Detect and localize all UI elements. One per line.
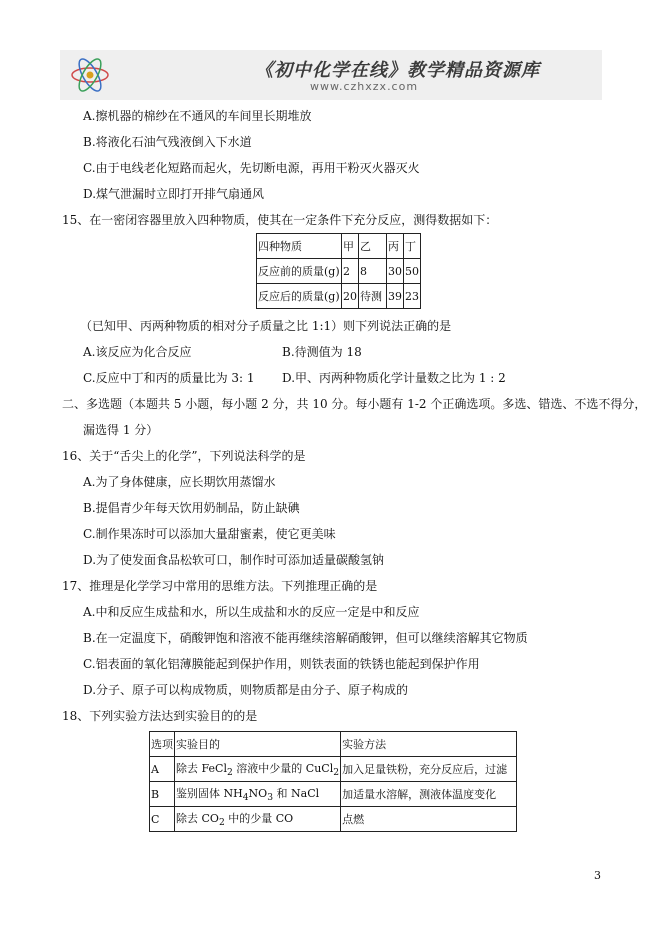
banner-url: www.czhxzx.com: [310, 80, 419, 93]
table-cell: 丙: [387, 234, 404, 259]
cell-text: 溶液中少量的 CuCl: [232, 761, 334, 775]
table-row: [150, 782, 517, 807]
subscript: 4: [242, 792, 249, 804]
table-cell: 实验目的: [175, 732, 341, 757]
q14-option-b: B.将液化石油气残液倒入下水道: [83, 135, 252, 149]
q17-option-c: C.铝表面的氧化铝薄膜能起到保护作用，则铁表面的铁锈也能起到保护作用: [83, 657, 480, 671]
table-cell: [175, 807, 341, 832]
table-row: [257, 234, 421, 259]
q17-option-b: B.在一定温度下，硝酸钾饱和溶液不能再继续溶解硝酸钾，但可以继续溶解其它物质: [83, 631, 528, 645]
table-cell: 选项: [150, 732, 175, 757]
table-cell: 加适量水溶解，测液体温度变化: [341, 782, 517, 807]
table-cell: 点燃: [341, 807, 517, 832]
table-cell: 丁: [404, 234, 421, 259]
table-row: [257, 284, 421, 309]
q15-option-c: C.反应中丁和丙的质量比为 3: 1: [83, 371, 255, 385]
cell-text: 和 NaCl: [273, 786, 320, 800]
q17-stem: 17、推理是化学学习中常用的思维方法。下列推理正确的是: [62, 579, 378, 593]
q15-option-d: D.甲、丙两种物质化学计量数之比为 1 : 2: [282, 371, 506, 385]
q18-stem: 18、下列实验方法达到实验目的的是: [62, 709, 258, 723]
table-cell: 39: [387, 284, 404, 309]
q15-stem: 15、在一密闭容器里放入四种物质，使其在一定条件下充分反应，测得数据如下：: [62, 213, 498, 227]
cell-text: 鉴别固体 NH: [176, 786, 243, 800]
q16-option-d: D.为了使发面食品松软可口，制作时可添加适量碳酸氢钠: [83, 553, 385, 567]
table-cell: 23: [404, 284, 421, 309]
table-row: [150, 732, 517, 757]
table-cell: 加入足量铁粉，充分反应后，过滤: [341, 757, 517, 782]
q15-data-table: [256, 233, 421, 309]
table-cell: 实验方法: [341, 732, 517, 757]
cell-text: 除去 FeCl: [176, 761, 227, 775]
table-cell: 50: [404, 259, 421, 284]
q15-option-a: A.该反应为化合反应: [83, 345, 192, 359]
table-cell: 30: [387, 259, 404, 284]
table-cell: 反应前的质量(g): [257, 259, 342, 284]
table-row: [150, 757, 517, 782]
table-row: [150, 807, 517, 832]
header-banner: [60, 50, 602, 100]
table-cell: 8: [359, 259, 387, 284]
cell-text: NO: [248, 786, 268, 800]
table-cell: 反应后的质量(g): [257, 284, 342, 309]
cell-text: 除去 CO: [176, 811, 219, 825]
table-cell: 20: [342, 284, 359, 309]
table-cell: 甲: [342, 234, 359, 259]
table-row: [257, 259, 421, 284]
q16-option-a: A.为了身体健康，应长期饮用蒸馏水: [83, 475, 276, 489]
q14-option-c: C.由于电线老化短路而起火，先切断电源，再用干粉灭火器灭火: [83, 161, 420, 175]
section2-heading-cont: 漏选得 1 分）: [83, 423, 159, 437]
subscript: 2: [226, 767, 233, 779]
q17-option-a: A.中和反应生成盐和水，所以生成盐和水的反应一定是中和反应: [83, 605, 420, 619]
table-cell: 2: [342, 259, 359, 284]
table-cell: 待测: [359, 284, 387, 309]
q14-option-d: D.煤气泄漏时立即打开排气扇通风: [83, 187, 265, 201]
banner-title: 《初中化学在线》教学精品资源库: [255, 60, 540, 81]
q14-option-a: A.擦机器的棉纱在不通风的车间里长期堆放: [83, 109, 312, 123]
q16-stem: 16、关于“舌尖上的化学”，下列说法科学的是: [62, 449, 306, 463]
q15-note: （已知甲、丙两种物质的相对分子质量之比 1:1）则下列说法正确的是: [80, 319, 452, 333]
table-cell: [175, 782, 341, 807]
cell-text: 中的少量 CO: [224, 811, 294, 825]
subscript: 3: [267, 792, 274, 804]
atom-logo-icon: [68, 54, 112, 96]
q15-option-b: B.待测值为 18: [282, 345, 362, 359]
table-cell: B: [150, 782, 175, 807]
table-cell: 四种物质: [257, 234, 342, 259]
section2-heading: 二、多选题（本题共 5 小题，每小题 2 分，共 10 分。每小题有 1-2 个正确选项。多选、错选、不选不得分，: [62, 397, 647, 411]
q16-option-b: B.提倡青少年每天饮用奶制品，防止缺碘: [83, 501, 300, 515]
subscript: 2: [218, 817, 225, 829]
table-cell: 乙: [359, 234, 387, 259]
table-cell: [175, 757, 341, 782]
table-cell: C: [150, 807, 175, 832]
q16-option-c: C.制作果冻时可以添加大量甜蜜素，使它更美味: [83, 527, 336, 541]
q18-method-table: [149, 731, 517, 832]
table-cell: A: [150, 757, 175, 782]
subscript: 2: [333, 767, 340, 779]
q17-option-d: D.分子、原子可以构成物质，则物质都是由分子、原子构成的: [83, 683, 409, 697]
page-number: 3: [594, 869, 601, 882]
